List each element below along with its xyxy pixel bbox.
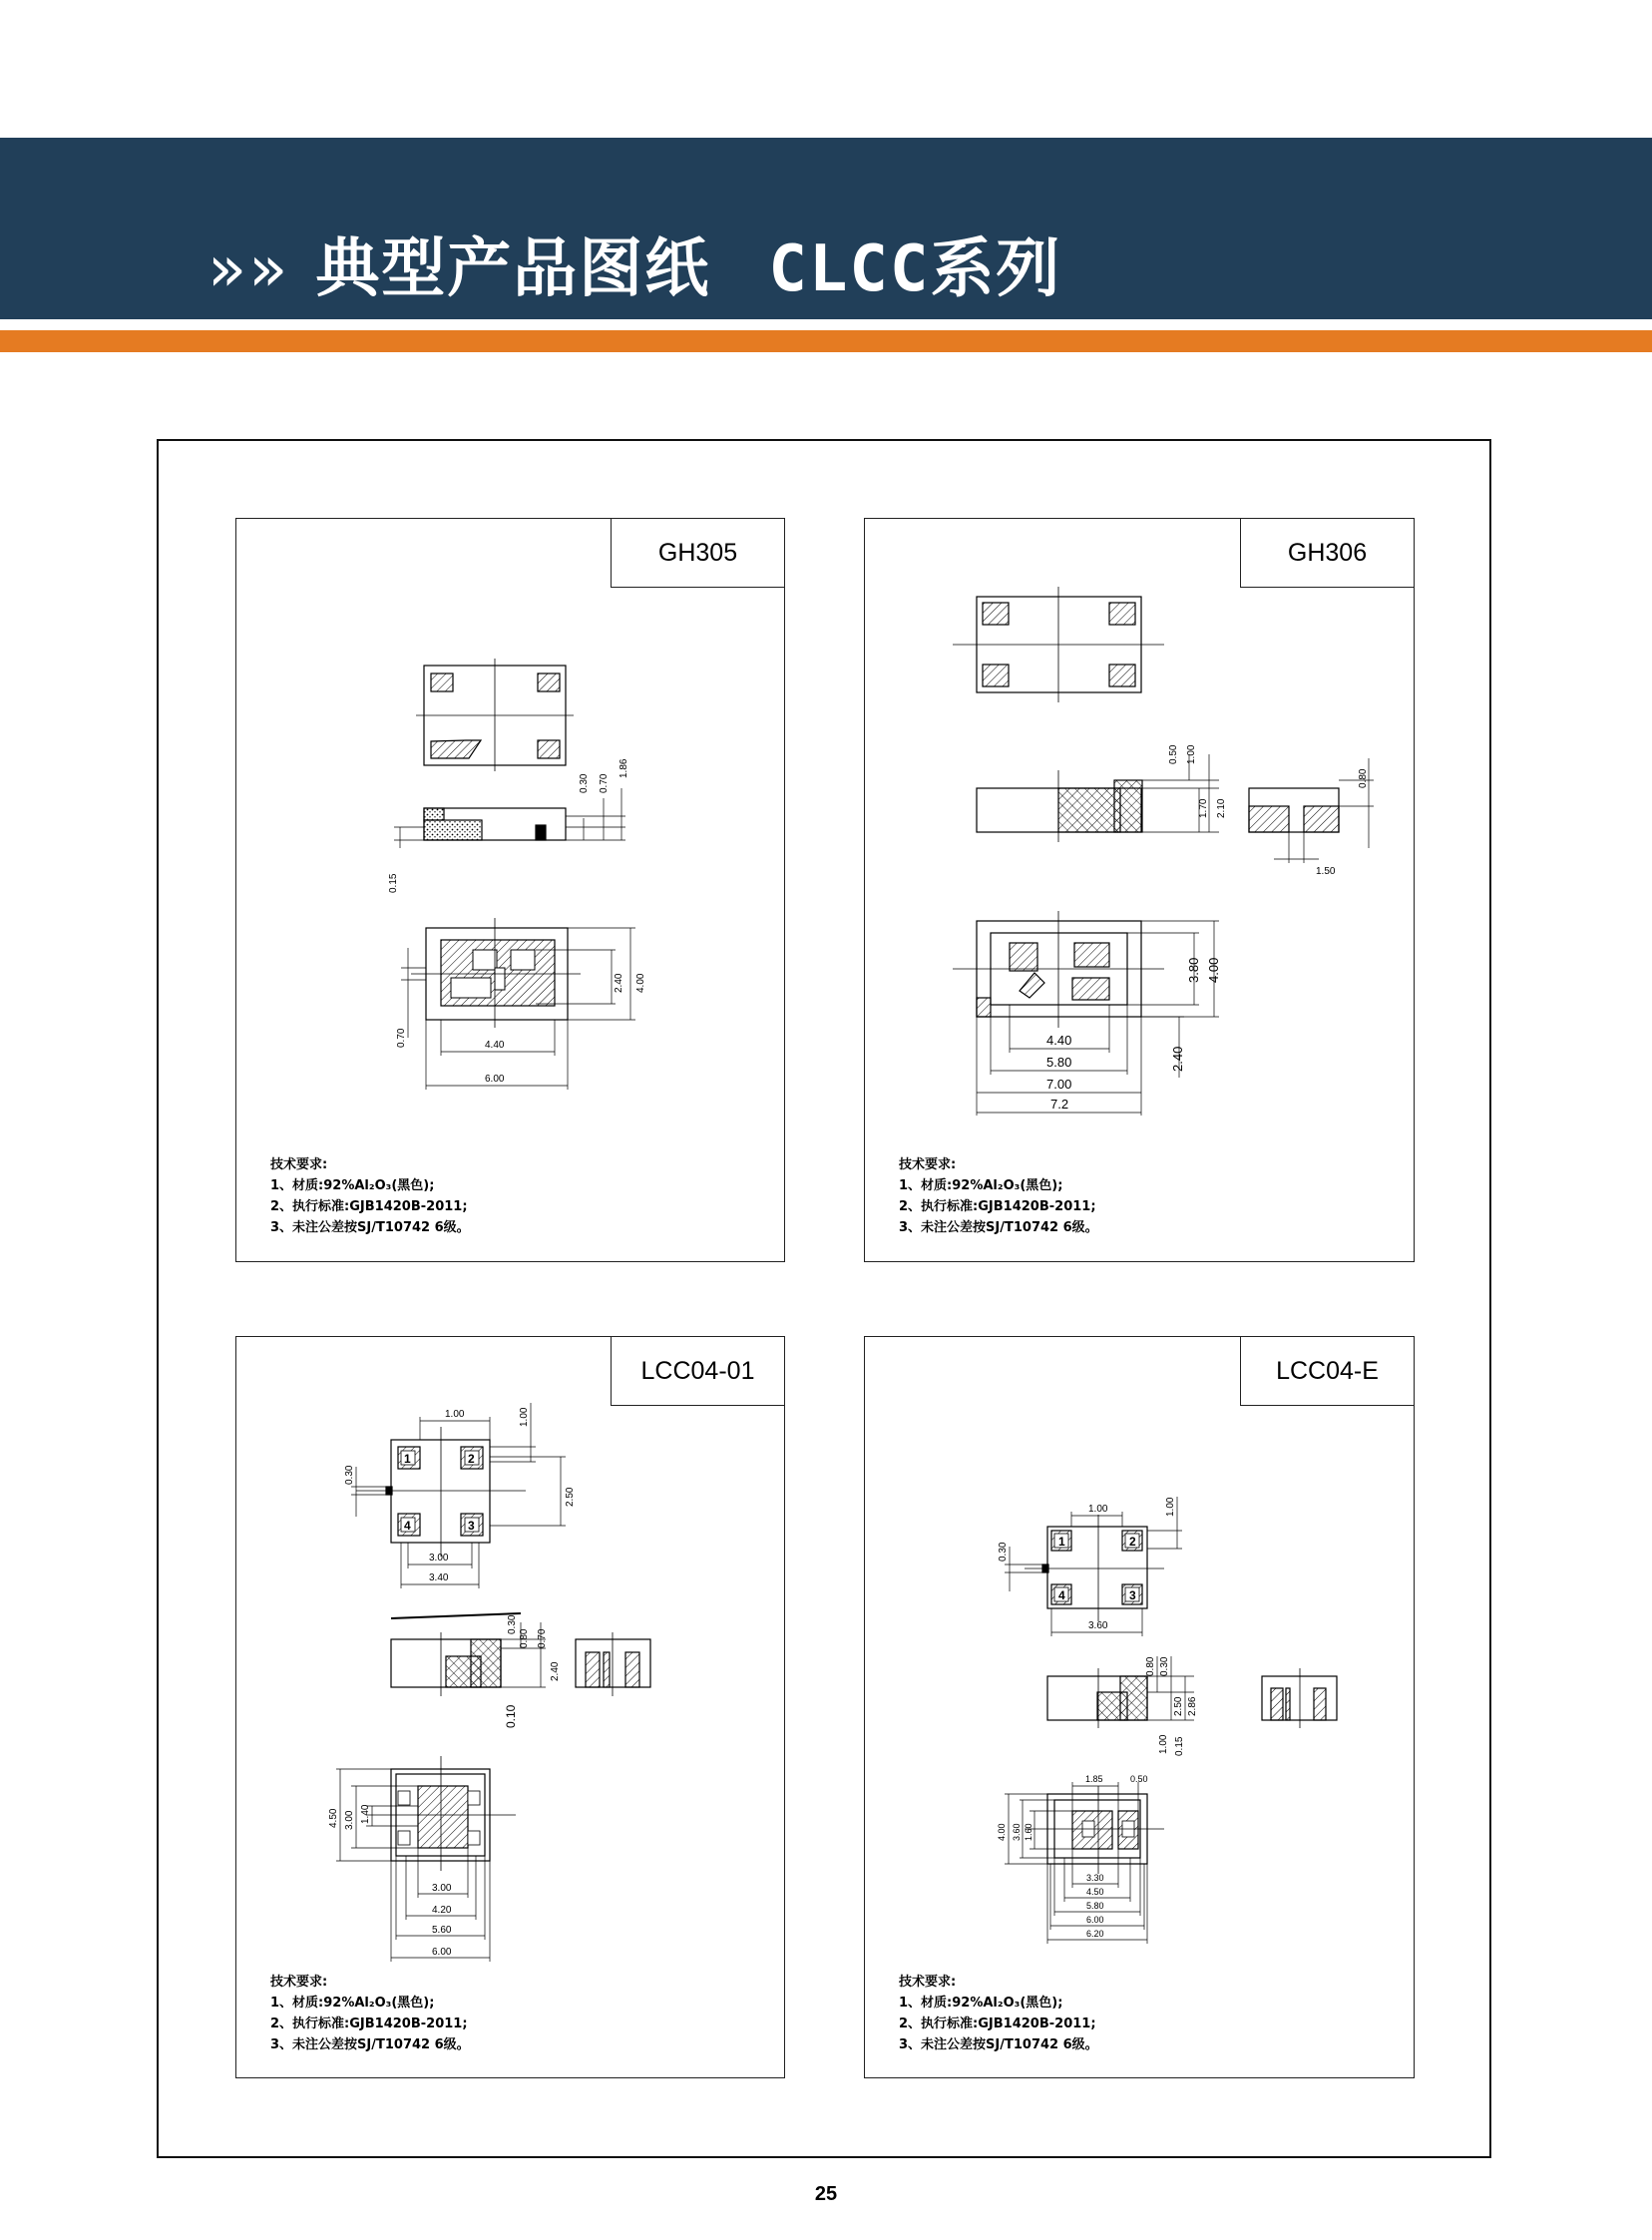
dim-label: 0.80 <box>1358 768 1369 788</box>
lcc04-01-side-view <box>391 1613 546 1696</box>
dim-label: 0.80 <box>1145 1656 1156 1676</box>
notes-heading: 技术要求: <box>899 1975 957 1990</box>
dim-label: 1.00 <box>1186 744 1197 764</box>
pad-number: 4 <box>404 1519 411 1533</box>
gh306-side-view <box>977 754 1219 842</box>
dim-label: 1.60 <box>1024 1823 1033 1841</box>
dim-label: 3.00 <box>432 1883 452 1894</box>
technical-notes <box>270 1154 470 1238</box>
title-text: 典型产品图纸 <box>315 232 711 306</box>
lcc04-e-bottom-view <box>1005 1782 1164 1944</box>
dim-label: 4.50 <box>1086 1887 1104 1897</box>
notes-line: 1、材质:92%Al₂O₃(黑色); <box>899 1996 1063 2011</box>
panel-gh305 <box>235 518 785 1262</box>
gh306-top-view <box>953 587 1164 702</box>
lcc04-01-top-view <box>351 1403 566 1588</box>
notes-heading: 技术要求: <box>270 1157 328 1172</box>
gh306-bottom-view <box>953 911 1219 1116</box>
notes-line: 3、未注公差按SJ/T10742 6级。 <box>899 2037 1098 2052</box>
notes-line: 2、执行标准:GJB1420B-2011; <box>899 1199 1096 1214</box>
notes-heading: 技术要求: <box>270 1975 328 1990</box>
pad-number: 1 <box>404 1452 411 1466</box>
dim-label: 1.85 <box>1085 1774 1103 1784</box>
dim-label: 0.15 <box>388 873 399 893</box>
panel-lcc04-01 <box>235 1336 785 2078</box>
dim-label: 4.20 <box>432 1905 452 1916</box>
dim-label: 1.00 <box>1088 1504 1108 1515</box>
dim-label: 4.40 <box>485 1040 505 1051</box>
dim-label: 0.70 <box>396 1028 407 1048</box>
page-number: 25 <box>814 2183 838 2205</box>
dim-label: 2.40 <box>1170 1046 1185 1072</box>
dim-label: 5.80 <box>1046 1055 1072 1070</box>
dim-label: 7.00 <box>1046 1077 1072 1092</box>
lcc04-e-drawing <box>865 1337 1416 2079</box>
dim-label: 2.50 <box>1173 1696 1184 1716</box>
dim-label: 3.60 <box>1088 1620 1108 1631</box>
dim-label: 2.40 <box>550 1661 561 1681</box>
dim-label: 0.10 <box>504 1704 518 1728</box>
dim-label: 4.00 <box>1206 957 1221 983</box>
dim-label: 1.00 <box>1158 1734 1169 1754</box>
dim-label: 3.30 <box>1086 1873 1104 1883</box>
dim-label: 0.50 <box>1130 1774 1148 1784</box>
dim-label: 1.70 <box>1198 798 1209 818</box>
dim-label: 6.00 <box>485 1074 505 1085</box>
dim-label: 3.80 <box>1186 957 1201 983</box>
dim-label: 0.30 <box>579 773 590 793</box>
notes-line: 1、材质:92%Al₂O₃(黑色); <box>270 1996 435 2011</box>
dim-label: 6.20 <box>1086 1929 1104 1939</box>
pad-number: 3 <box>468 1519 475 1533</box>
dim-label: 2.50 <box>565 1487 576 1507</box>
dim-label: 6.00 <box>432 1947 452 1958</box>
pad-number: 4 <box>1058 1588 1065 1602</box>
dim-label: 1.40 <box>360 1804 371 1824</box>
technical-notes <box>270 1972 470 2055</box>
header-accent-stripe <box>0 330 1652 352</box>
dim-label: 2.40 <box>614 973 624 993</box>
dim-label: 4.40 <box>1046 1033 1072 1048</box>
gh305-side-view <box>394 788 625 848</box>
dim-label: 1.00 <box>519 1407 530 1427</box>
notes-line: 2、执行标准:GJB1420B-2011; <box>270 1199 468 1214</box>
notes-heading: 技术要求: <box>899 1157 957 1172</box>
lcc04-01-drawing <box>236 1337 786 2079</box>
notes-line: 3、未注公差按SJ/T10742 6级。 <box>899 1220 1098 1235</box>
pad-number: 1 <box>1058 1535 1065 1549</box>
gh306-end-view <box>1249 758 1374 863</box>
page-title <box>207 218 1061 309</box>
dim-label: 4.00 <box>635 973 646 993</box>
lcc04-e-top-view <box>1005 1497 1182 1636</box>
dim-label: 0.30 <box>1159 1656 1170 1676</box>
pad-number: 2 <box>1129 1535 1136 1549</box>
panel-title: LCC04-E <box>1240 1336 1415 1406</box>
dim-label: 3.60 <box>1012 1823 1022 1841</box>
dim-label: 0.70 <box>537 1628 548 1648</box>
panel-title: GH306 <box>1240 518 1415 588</box>
gh305-drawing <box>236 519 786 1263</box>
dim-label: 3.00 <box>344 1810 355 1830</box>
series-text: CLCC系列 <box>768 232 1062 306</box>
dim-label: 1.86 <box>619 758 629 778</box>
notes-line: 2、执行标准:GJB1420B-2011; <box>270 2016 468 2031</box>
dim-label: 5.80 <box>1086 1901 1104 1911</box>
dim-label: 0.30 <box>507 1614 518 1634</box>
dim-label: 0.30 <box>998 1542 1009 1562</box>
dim-label: 1.50 <box>1316 866 1336 877</box>
pad-number: 2 <box>468 1452 475 1466</box>
dim-label: 5.60 <box>432 1925 452 1936</box>
panel-lcc04-e <box>864 1336 1415 2078</box>
dim-label: 3.40 <box>429 1572 449 1583</box>
dim-label: 1.00 <box>445 1409 465 1420</box>
dim-label: 0.50 <box>1168 744 1179 764</box>
panel-title: GH305 <box>611 518 785 588</box>
dim-label: 4.50 <box>328 1808 339 1828</box>
notes-line: 3、未注公差按SJ/T10742 6级。 <box>270 2037 470 2052</box>
dim-label: 6.00 <box>1086 1915 1104 1925</box>
notes-line: 1、材质:92%Al₂O₃(黑色); <box>899 1178 1063 1193</box>
lcc04-e-end-view <box>1262 1668 1337 1728</box>
notes-line: 2、执行标准:GJB1420B-2011; <box>899 2016 1096 2031</box>
chevron-icon: »» <box>207 232 290 306</box>
technical-notes <box>899 1972 1098 2055</box>
dim-label: 0.15 <box>1174 1736 1185 1756</box>
dim-label: 7.2 <box>1050 1097 1069 1112</box>
lcc04-01-end-view <box>576 1632 650 1696</box>
dim-label: 0.70 <box>599 773 610 793</box>
panel-gh306 <box>864 518 1415 1262</box>
dim-label: 4.00 <box>997 1823 1007 1841</box>
lcc04-e-side-view <box>1047 1656 1194 1728</box>
gh305-top-view <box>416 659 574 771</box>
dim-label: 1.00 <box>1165 1497 1176 1517</box>
dim-label: 3.00 <box>429 1553 449 1564</box>
dim-label: 2.86 <box>1187 1696 1198 1716</box>
technical-notes <box>899 1154 1098 1238</box>
gh306-drawing <box>865 519 1416 1263</box>
dim-label: 0.30 <box>344 1465 355 1485</box>
notes-line: 1、材质:92%Al₂O₃(黑色); <box>270 1178 435 1193</box>
dim-label: 0.80 <box>519 1628 530 1648</box>
notes-line: 3、未注公差按SJ/T10742 6级。 <box>270 1220 470 1235</box>
dim-label: 2.10 <box>1216 798 1227 818</box>
pad-number: 3 <box>1129 1588 1136 1602</box>
gh305-bottom-view <box>401 918 635 1090</box>
panel-title: LCC04-01 <box>611 1336 785 1406</box>
lcc04-01-bottom-view <box>336 1756 516 1962</box>
drawing-frame <box>157 439 1491 2158</box>
